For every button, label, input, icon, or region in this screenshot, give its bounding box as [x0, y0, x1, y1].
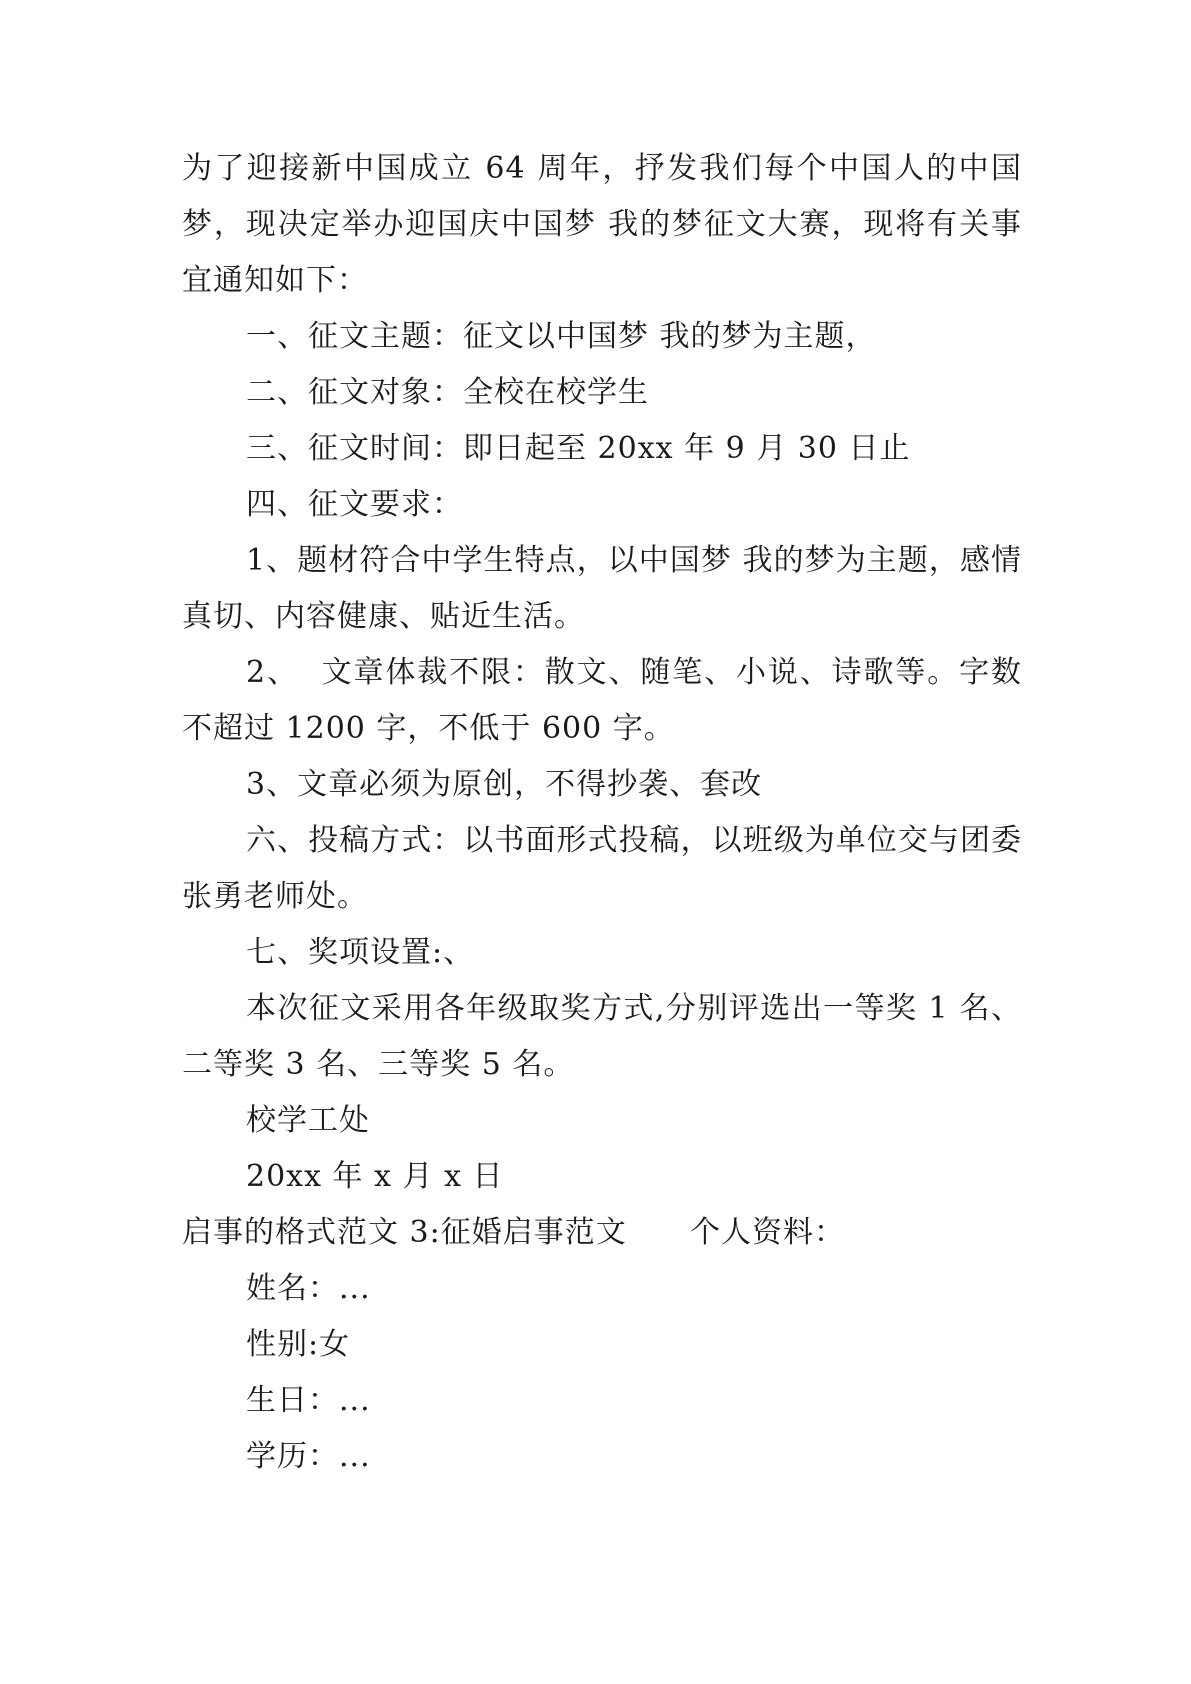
section-heading: 启事的格式范文 3:征婚启事范文 个人资料：	[182, 1215, 845, 1250]
submission-item: 六、投稿方式：以书面形式投稿，以班级为单位交与团委张勇老师处。	[182, 823, 1022, 914]
requirement-2: 2、 文章体裁不限：散文、随笔、小说、诗歌等。字数不超过 1200 字，不低于 600 字。	[182, 655, 1022, 746]
intro-paragraph: 为了迎接新中国成立 64 周年，抒发我们每个中国人的中国梦，现决定举办迎国庆中国梦 我的梦征文大赛，现将有关事宜通知如下：	[182, 151, 1022, 298]
issuer: 校学工处	[246, 1103, 370, 1138]
requirement-1: 1、题材符合中学生特点，以中国梦 我的梦为主题，感情真切、内容健康、贴近生活。	[182, 543, 1022, 634]
theme-item: 一、征文主题：征文以中国梦 我的梦为主题，	[246, 319, 877, 354]
profile-education: 学历：...	[246, 1439, 371, 1474]
profile-birthday: 生日：...	[246, 1383, 371, 1418]
profile-gender: 性别:女	[246, 1327, 351, 1362]
time-item: 三、征文时间：即日起至 20xx 年 9 月 30 日止	[246, 431, 911, 466]
awards-paragraph: 本次征文采用各年级取奖方式,分别评选出一等奖 1 名、二等奖 3 名、三等奖 5 名。	[182, 991, 1022, 1082]
requirements-heading: 四、征文要求：	[246, 487, 463, 522]
document-body	[182, 141, 1022, 1485]
requirement-3: 3、文章必须为原创，不得抄袭、套改	[246, 767, 763, 802]
issue-date: 20xx 年 x 月 x 日	[246, 1159, 504, 1194]
profile-name: 姓名：...	[246, 1271, 371, 1306]
target-item: 二、征文对象：全校在校学生	[246, 375, 649, 410]
awards-heading: 七、奖项设置:、	[246, 935, 475, 970]
